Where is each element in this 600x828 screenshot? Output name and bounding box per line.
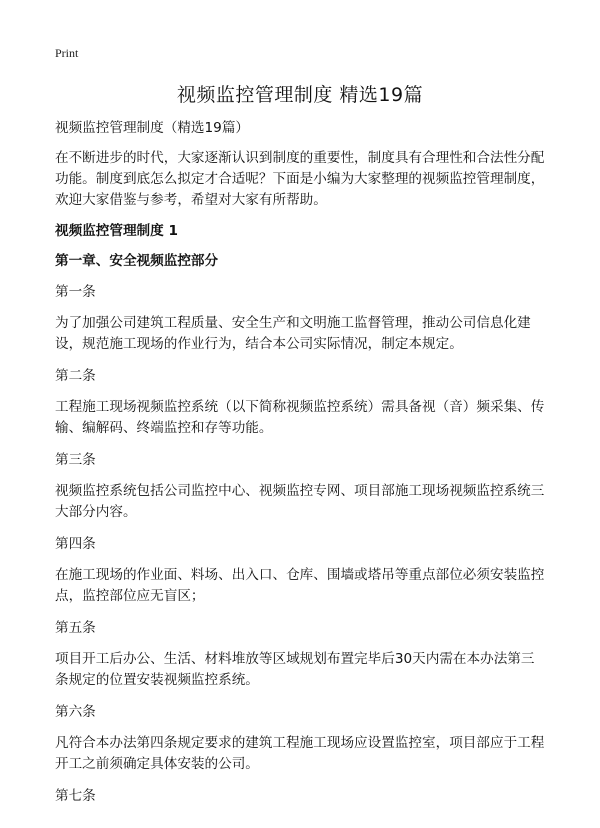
article-5-label: 第五条 (55, 620, 96, 636)
article-7-label: 第七条 (55, 788, 96, 804)
article-1-label: 第一条 (55, 284, 96, 300)
article-6-label: 第六条 (55, 704, 96, 720)
chapter-heading: 第一章、安全视频监控部分 (55, 253, 219, 269)
article-4-label: 第四条 (55, 536, 96, 552)
page-title: 视频监控管理制度 精选19篇 (176, 84, 424, 106)
article-3-label: 第三条 (55, 452, 96, 468)
article-1-text: 为了加强公司建筑工程质量、安全生产和文明施工监督管理，推动公司信息化建设，规范施工现场的作业行为，结合本公司实际情况，制定本规定。 (55, 315, 531, 352)
document-subtitle: 视频监控管理制度（精选19篇） (55, 120, 250, 136)
section-heading: 视频监控管理制度 1 (55, 223, 178, 239)
article-6-text: 凡符合本办法第四条规定要求的建筑工程施工现场应设置监控室，项目部应于工程开工之前须确定具体安装的公司。 (55, 735, 545, 772)
print-label: Print (55, 46, 79, 60)
document-body (55, 118, 545, 817)
intro-paragraph: 在不断进步的时代，大家逐渐认识到制度的重要性，制度具有合理性和合法性分配功能。制度到底怎么拟定才合适呢？下面是小编为大家整理的视频监控管理制度，欢迎大家借鉴与参考，希望对大家有所帮助。 (55, 150, 545, 208)
article-4-text: 在施工现场的作业面、料场、出入口、仓库、围墙或塔吊等重点部位必须安装监控点，监控部位应无盲区； (55, 567, 545, 604)
article-2-label: 第二条 (55, 368, 96, 384)
article-5-text: 项目开工后办公、生活、材料堆放等区域规划布置完毕后30天内需在本办法第三条规定的位置安装视频监控系统。 (55, 651, 535, 688)
article-3-text: 视频监控系统包括公司监控中心、视频监控专网、项目部施工现场视频监控系统三大部分内容。 (55, 483, 545, 520)
article-2-text: 工程施工现场视频监控系统（以下简称视频监控系统）需具备视（音）频采集、传输、编解码、终端监控和存等功能。 (55, 399, 545, 436)
